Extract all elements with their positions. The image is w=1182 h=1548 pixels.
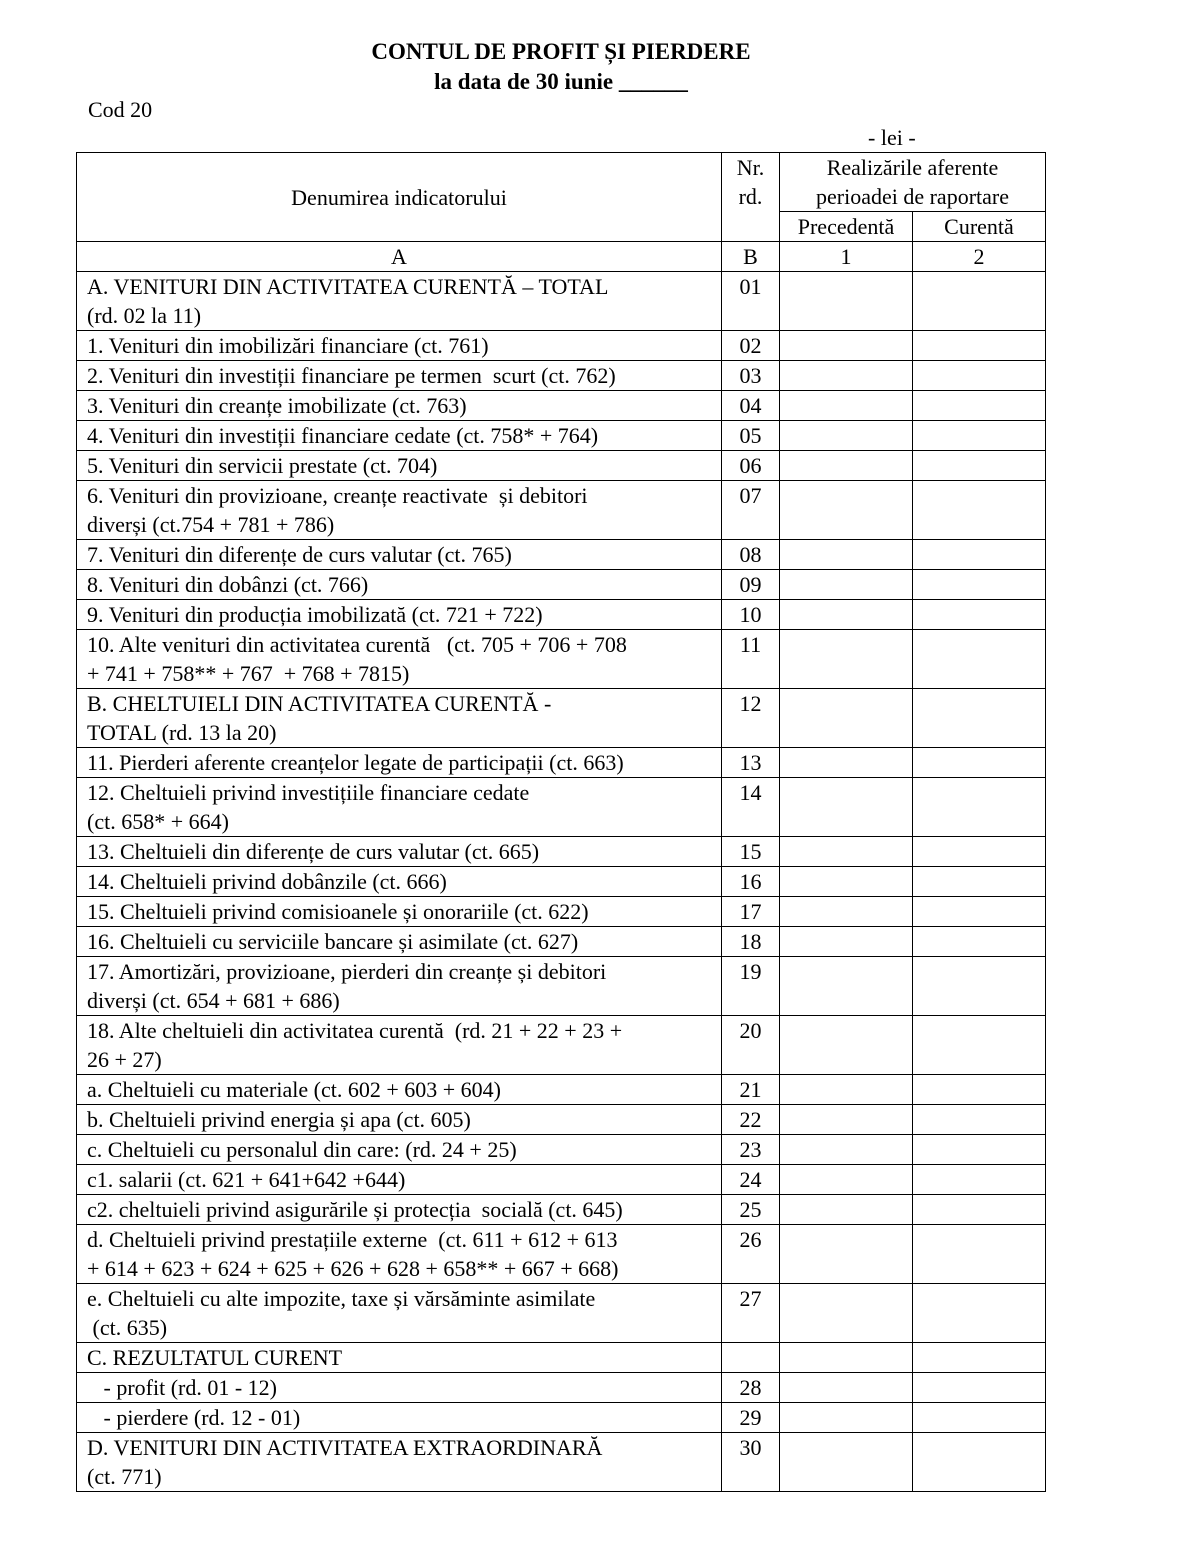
row-number: 26 [722, 1225, 780, 1284]
table-row [77, 689, 1046, 748]
indicator-name: b. Cheltuieli privind energia și apa (ct. 605) [77, 1105, 722, 1135]
previous-value-cell [780, 1105, 913, 1135]
row-number: 07 [722, 481, 780, 540]
previous-value-cell [780, 778, 913, 837]
table-row [77, 451, 1046, 481]
row-number: 25 [722, 1195, 780, 1225]
table-row [77, 957, 1046, 1016]
current-value-cell [913, 689, 1046, 748]
column-label-1: 1 [780, 242, 913, 272]
table-row [77, 570, 1046, 600]
indicator-name: A. VENITURI DIN ACTIVITATEA CURENTĂ – TOTAL (rd. 02 la 11) [77, 272, 722, 331]
row-number: 11 [722, 630, 780, 689]
previous-value-cell [780, 540, 913, 570]
indicator-name: 2. Venituri din investiții financiare pe termen scurt (ct. 762) [77, 361, 722, 391]
row-number: 02 [722, 331, 780, 361]
current-value-cell [913, 1343, 1046, 1373]
previous-value-cell [780, 957, 913, 1016]
current-value-cell [913, 630, 1046, 689]
indicator-name: - pierdere (rd. 12 - 01) [77, 1403, 722, 1433]
indicator-name: e. Cheltuieli cu alte impozite, taxe și vărsăminte asimilate (ct. 635) [77, 1284, 722, 1343]
previous-value-cell [780, 600, 913, 630]
previous-value-cell [780, 1284, 913, 1343]
row-number: 23 [722, 1135, 780, 1165]
current-value-cell [913, 272, 1046, 331]
previous-value-cell [780, 1225, 913, 1284]
profit-loss-table [76, 152, 1046, 1492]
current-value-cell [913, 1225, 1046, 1284]
table-row [77, 600, 1046, 630]
table-row [77, 1403, 1046, 1433]
table-row [77, 1284, 1046, 1343]
row-number: 24 [722, 1165, 780, 1195]
row-number: 13 [722, 748, 780, 778]
form-code: Cod 20 [88, 97, 153, 122]
row-number: 05 [722, 421, 780, 451]
previous-value-cell [780, 1016, 913, 1075]
indicator-name: 10. Alte venituri din activitatea curentă (ct. 705 + 706 + 708 + 741 + 758** + 767 + 768 + 7815) [77, 630, 722, 689]
current-value-cell [913, 748, 1046, 778]
previous-value-cell [780, 1403, 913, 1433]
indicator-name: 9. Venituri din producția imobilizată (ct. 721 + 722) [77, 600, 722, 630]
indicator-name: 7. Venituri din diferențe de curs valutar (ct. 765) [77, 540, 722, 570]
previous-value-cell [780, 391, 913, 421]
current-value-cell [913, 391, 1046, 421]
row-number: 03 [722, 361, 780, 391]
current-value-cell [913, 867, 1046, 897]
row-number: 01 [722, 272, 780, 331]
row-number: 20 [722, 1016, 780, 1075]
indicator-name: 17. Amortizări, provizioane, pierderi din creanțe și debitori diverși (ct. 654 + 681 + 686) [77, 957, 722, 1016]
row-number: 30 [722, 1433, 780, 1492]
previous-value-cell [780, 1135, 913, 1165]
previous-value-cell [780, 1075, 913, 1105]
table-row [77, 272, 1046, 331]
previous-value-cell [780, 1195, 913, 1225]
row-number: 12 [722, 689, 780, 748]
indicator-name: D. VENITURI DIN ACTIVITATEA EXTRAORDINARĂ (ct. 771) [77, 1433, 722, 1492]
previous-value-cell [780, 1373, 913, 1403]
row-number: 17 [722, 897, 780, 927]
header-reporting-period: Realizările aferente perioadei de raportare [780, 153, 1046, 212]
table-row [77, 1105, 1046, 1135]
current-value-cell [913, 1075, 1046, 1105]
table-row [77, 1225, 1046, 1284]
table-row [77, 837, 1046, 867]
row-number [722, 1343, 780, 1373]
current-value-cell [913, 1105, 1046, 1135]
column-label-a: A [77, 242, 722, 272]
row-number: 22 [722, 1105, 780, 1135]
indicator-name: 15. Cheltuieli privind comisioanele și onorariile (ct. 622) [77, 897, 722, 927]
row-number: 06 [722, 451, 780, 481]
previous-value-cell [780, 689, 913, 748]
previous-value-cell [780, 361, 913, 391]
current-value-cell [913, 1403, 1046, 1433]
indicator-name: 14. Cheltuieli privind dobânzile (ct. 666) [77, 867, 722, 897]
indicator-name: 18. Alte cheltuieli din activitatea curentă (rd. 21 + 22 + 23 + 26 + 27) [77, 1016, 722, 1075]
previous-value-cell [780, 570, 913, 600]
current-value-cell [913, 957, 1046, 1016]
current-value-cell [913, 421, 1046, 451]
previous-value-cell [780, 630, 913, 689]
previous-value-cell [780, 421, 913, 451]
table-row [77, 748, 1046, 778]
row-number: 21 [722, 1075, 780, 1105]
current-value-cell [913, 331, 1046, 361]
row-number: 09 [722, 570, 780, 600]
indicator-name: 12. Cheltuieli privind investițiile financiare cedate (ct. 658* + 664) [77, 778, 722, 837]
table-row [77, 630, 1046, 689]
indicator-name: 16. Cheltuieli cu serviciile bancare și asimilate (ct. 627) [77, 927, 722, 957]
previous-value-cell [780, 837, 913, 867]
current-value-cell [913, 1135, 1046, 1165]
table-row [77, 361, 1046, 391]
current-value-cell [913, 1433, 1046, 1492]
previous-value-cell [780, 481, 913, 540]
current-value-cell [913, 1016, 1046, 1075]
table-row [77, 1075, 1046, 1105]
indicator-name: C. REZULTATUL CURENT [77, 1343, 722, 1373]
current-value-cell [913, 1165, 1046, 1195]
indicator-name: 4. Venituri din investiții financiare cedate (ct. 758* + 764) [77, 421, 722, 451]
current-value-cell [913, 778, 1046, 837]
row-number: 14 [722, 778, 780, 837]
table-row [77, 540, 1046, 570]
table-row [77, 1135, 1046, 1165]
column-label-2: 2 [913, 242, 1046, 272]
current-value-cell [913, 570, 1046, 600]
indicator-name: 13. Cheltuieli din diferențe de curs valutar (ct. 665) [77, 837, 722, 867]
indicator-name: - profit (rd. 01 - 12) [77, 1373, 722, 1403]
table-row [77, 778, 1046, 837]
document-subtitle: la data de 30 iunie ______ [434, 69, 688, 94]
table-row [77, 391, 1046, 421]
table-row [77, 421, 1046, 451]
indicator-name: 8. Venituri din dobânzi (ct. 766) [77, 570, 722, 600]
current-value-cell [913, 1284, 1046, 1343]
indicator-name: 3. Venituri din creanțe imobilizate (ct. 763) [77, 391, 722, 421]
row-number: 28 [722, 1373, 780, 1403]
current-value-cell [913, 1373, 1046, 1403]
header-indicator-name: Denumirea indicatorului [77, 153, 722, 242]
table-row [77, 1165, 1046, 1195]
indicator-name: d. Cheltuieli privind prestațiile externe (ct. 611 + 612 + 613 + 614 + 623 + 624 + 625 + 626 + 628 + 658** + 667 + 668) [77, 1225, 722, 1284]
table-row [77, 1343, 1046, 1373]
previous-value-cell [780, 451, 913, 481]
previous-value-cell [780, 927, 913, 957]
previous-value-cell [780, 331, 913, 361]
indicator-name: c2. cheltuieli privind asigurările și protecția socială (ct. 645) [77, 1195, 722, 1225]
current-value-cell [913, 837, 1046, 867]
header-row-number: Nr. rd. [722, 153, 780, 242]
row-number: 15 [722, 837, 780, 867]
previous-value-cell [780, 748, 913, 778]
header-current: Curentă [913, 212, 1046, 242]
table-row [77, 1016, 1046, 1075]
indicator-name: a. Cheltuieli cu materiale (ct. 602 + 603 + 604) [77, 1075, 722, 1105]
previous-value-cell [780, 272, 913, 331]
currency-unit: - lei - [868, 125, 916, 150]
table-row [77, 897, 1046, 927]
current-value-cell [913, 451, 1046, 481]
previous-value-cell [780, 897, 913, 927]
row-number: 19 [722, 957, 780, 1016]
indicator-name: 1. Venituri din imobilizări financiare (ct. 761) [77, 331, 722, 361]
previous-value-cell [780, 867, 913, 897]
row-number: 04 [722, 391, 780, 421]
column-label-b: B [722, 242, 780, 272]
table-row [77, 1433, 1046, 1492]
previous-value-cell [780, 1165, 913, 1195]
row-number: 08 [722, 540, 780, 570]
indicator-name: 5. Venituri din servicii prestate (ct. 704) [77, 451, 722, 481]
table-row [77, 331, 1046, 361]
current-value-cell [913, 540, 1046, 570]
document-title: CONTUL DE PROFIT ȘI PIERDERE [371, 39, 751, 64]
current-value-cell [913, 600, 1046, 630]
current-value-cell [913, 927, 1046, 957]
row-number: 16 [722, 867, 780, 897]
table-row [77, 1373, 1046, 1403]
table-row [77, 927, 1046, 957]
table-row [77, 1195, 1046, 1225]
indicator-name: B. CHELTUIELI DIN ACTIVITATEA CURENTĂ - TOTAL (rd. 13 la 20) [77, 689, 722, 748]
header-previous: Precedentă [780, 212, 913, 242]
current-value-cell [913, 897, 1046, 927]
row-number: 27 [722, 1284, 780, 1343]
current-value-cell [913, 1195, 1046, 1225]
indicator-name: 6. Venituri din provizioane, creanțe reactivate și debitori diverși (ct.754 + 781 + 786) [77, 481, 722, 540]
row-number: 18 [722, 927, 780, 957]
current-value-cell [913, 481, 1046, 540]
indicator-name: 11. Pierderi aferente creanțelor legate de participații (ct. 663) [77, 748, 722, 778]
indicator-name: c. Cheltuieli cu personalul din care: (rd. 24 + 25) [77, 1135, 722, 1165]
previous-value-cell [780, 1433, 913, 1492]
previous-value-cell [780, 1343, 913, 1373]
row-number: 29 [722, 1403, 780, 1433]
current-value-cell [913, 361, 1046, 391]
row-number: 10 [722, 600, 780, 630]
indicator-name: c1. salarii (ct. 621 + 641+642 +644) [77, 1165, 722, 1195]
table-body [77, 272, 1046, 1492]
table-row [77, 867, 1046, 897]
table-row [77, 481, 1046, 540]
